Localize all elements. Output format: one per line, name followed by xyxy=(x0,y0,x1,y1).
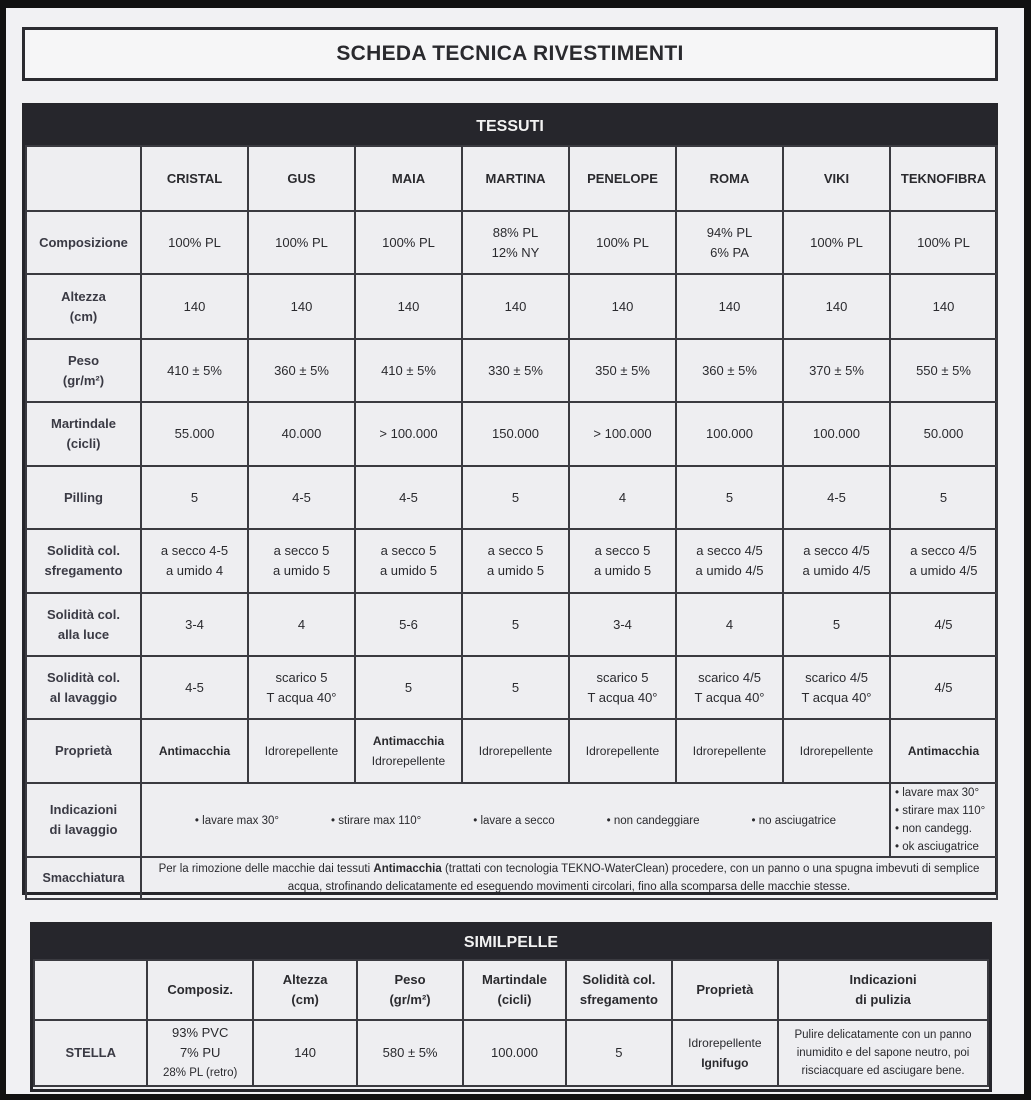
cell-line: di lavaggio xyxy=(49,822,118,837)
table-cell xyxy=(463,1020,566,1086)
table-cell xyxy=(462,274,569,339)
cell-line: T acqua 40° xyxy=(266,689,337,705)
cell-line: Antimacchia xyxy=(907,744,980,758)
cell-line: 100% PL xyxy=(168,234,221,250)
table-cell xyxy=(569,339,676,402)
table-cell xyxy=(141,211,248,274)
table-cell xyxy=(248,719,355,783)
cell-line: inumidito e del sapone neutro, poi xyxy=(796,1047,970,1059)
stain-text-bold: Antimacchia xyxy=(373,863,442,875)
table-row xyxy=(26,466,997,529)
table-cell xyxy=(676,402,783,466)
table-cell xyxy=(355,529,462,593)
cell-line: Composiz. xyxy=(167,982,234,997)
cell-line: a secco 5 xyxy=(487,543,544,558)
row-label xyxy=(26,211,141,274)
cell-line: Indicazioni xyxy=(849,972,917,987)
cell-line: STELLA xyxy=(65,1045,117,1060)
cell-line: 100.000 xyxy=(813,426,860,441)
row-label xyxy=(26,339,141,402)
cell-line: a secco 4/5 xyxy=(696,543,763,558)
tessuti-section xyxy=(22,103,998,895)
cell-line: 410 ± 5% xyxy=(167,362,222,378)
cell-line: 370 ± 5% xyxy=(809,362,864,378)
cell-line: 580 ± 5% xyxy=(382,1045,438,1060)
cell-line: T acqua 40° xyxy=(694,689,765,705)
tessuti-table xyxy=(25,145,998,900)
table-row xyxy=(26,402,997,466)
table-cell xyxy=(890,466,997,529)
washing-instruction: • non candeggiare xyxy=(606,814,700,827)
table-cell xyxy=(462,656,569,719)
table-cell xyxy=(676,719,783,783)
table-row xyxy=(26,719,997,783)
table-cell xyxy=(778,1020,988,1086)
similpelle-section-title: SIMILPELLE xyxy=(33,925,989,959)
cell-line: Idrorepellente xyxy=(585,744,660,758)
cell-line: 4 xyxy=(618,489,627,505)
table-cell xyxy=(569,274,676,339)
table-cell xyxy=(890,211,997,274)
table-cell xyxy=(890,593,997,656)
table-cell xyxy=(248,466,355,529)
table-cell xyxy=(569,593,676,656)
cell-line: Martindale xyxy=(50,416,116,431)
table-cell xyxy=(355,593,462,656)
page-title: SCHEDA TECNICA RIVESTIMENTI xyxy=(22,27,998,81)
table-cell xyxy=(355,719,462,783)
similpelle-section xyxy=(30,922,992,1092)
cell-line: 140 xyxy=(290,298,313,314)
cell-line: Idrorepellente xyxy=(688,1036,762,1050)
cell-line: > 100.000 xyxy=(593,426,652,441)
cell-line: Solidità col. xyxy=(47,606,120,622)
cell-line: Idrorepellente xyxy=(478,744,553,758)
cell-line: scarico 4/5 xyxy=(805,669,868,685)
cell-line: 5 xyxy=(832,616,841,632)
cell-line: Solidità col. xyxy=(582,972,656,987)
cell-line: (gr/m²) xyxy=(62,372,105,388)
cell-line: a umido 4 xyxy=(165,563,224,578)
cell-line: 150.000 xyxy=(492,426,539,441)
column-header xyxy=(147,960,252,1020)
table-cell xyxy=(355,656,462,719)
stain-instructions xyxy=(141,857,997,899)
cell-line: 5 xyxy=(190,489,199,505)
cell-line: 5 xyxy=(511,489,520,505)
cell-line: 5 xyxy=(939,489,948,505)
cell-line: 140 xyxy=(294,1045,316,1060)
cell-line: 5 xyxy=(404,679,413,695)
cell-line: Martindale xyxy=(481,972,547,987)
cell-line: • non candegg. xyxy=(895,823,972,835)
cell-line: 100% PL xyxy=(810,234,863,250)
column-header xyxy=(253,960,357,1020)
cell-line: sfregamento xyxy=(44,563,123,578)
cell-line: 330 ± 5% xyxy=(488,362,543,378)
table-cell xyxy=(890,719,997,783)
table-cell xyxy=(676,593,783,656)
table-cell xyxy=(248,656,355,719)
cell-line: 6% PA xyxy=(710,244,749,260)
row-label xyxy=(26,783,141,857)
cell-line: (gr/m²) xyxy=(389,992,431,1007)
cell-line: a umido 4/5 xyxy=(695,563,764,578)
cell-line: 4 xyxy=(297,616,306,632)
cell-line: 5 xyxy=(725,489,734,505)
cell-line: 350 ± 5% xyxy=(595,362,650,378)
table-cell xyxy=(783,656,890,719)
cell-line: Idrorepellente xyxy=(264,744,339,758)
cell-line: Ignifugo xyxy=(701,1056,749,1070)
table-cell xyxy=(783,402,890,466)
table-cell xyxy=(569,402,676,466)
table-cell xyxy=(783,719,890,783)
table-cell xyxy=(462,529,569,593)
table-cell xyxy=(248,339,355,402)
table-cell xyxy=(569,656,676,719)
cell-line: Idrorepellente xyxy=(799,744,874,758)
cell-line: a secco 5 xyxy=(273,543,330,558)
cell-line: 4-5 xyxy=(399,489,418,505)
cell-line: alla luce xyxy=(57,626,110,642)
cell-line: 5 xyxy=(511,679,520,695)
column-header xyxy=(463,960,566,1020)
cell-line: di pulizia xyxy=(855,992,911,1007)
cell-line: 7% PU xyxy=(179,1045,221,1060)
header-row xyxy=(34,960,988,1020)
table-cell xyxy=(566,1020,671,1086)
cell-line: al lavaggio xyxy=(49,689,118,705)
column-header: ROMA xyxy=(676,146,783,211)
cell-line: a umido 5 xyxy=(593,563,652,578)
column-header xyxy=(357,960,462,1020)
table-cell xyxy=(569,719,676,783)
table-row xyxy=(26,274,997,339)
cell-line: • ok asciugatrice xyxy=(895,841,979,853)
cell-line: 100.000 xyxy=(490,1045,538,1060)
cell-line: Proprietà xyxy=(696,982,754,997)
table-cell xyxy=(676,274,783,339)
cell-line: 5 xyxy=(615,1045,623,1060)
cell-line: 100% PL xyxy=(917,234,970,250)
table-cell xyxy=(783,466,890,529)
table-cell xyxy=(141,593,248,656)
table-cell xyxy=(147,1020,252,1086)
cell-line: Peso xyxy=(67,352,100,368)
stain-row xyxy=(26,857,997,899)
cell-line: T acqua 40° xyxy=(801,689,872,705)
cell-line: a umido 5 xyxy=(272,563,331,578)
cell-line: 410 ± 5% xyxy=(381,362,436,378)
table-cell xyxy=(676,339,783,402)
similpelle-table xyxy=(33,959,989,1087)
cell-line: sfregamento xyxy=(579,992,658,1007)
cell-line: Solidità col. xyxy=(47,543,120,558)
row-label xyxy=(26,402,141,466)
column-header: PENELOPE xyxy=(569,146,676,211)
cell-line: 4-5 xyxy=(185,679,204,695)
cell-line: a secco 4/5 xyxy=(803,543,870,558)
cell-line: 3-4 xyxy=(613,616,632,632)
table-cell xyxy=(569,466,676,529)
table-cell xyxy=(462,466,569,529)
table-cell xyxy=(569,529,676,593)
table-cell xyxy=(248,274,355,339)
table-cell xyxy=(783,593,890,656)
column-header: TEKNOFIBRA xyxy=(890,146,997,211)
table-cell xyxy=(141,719,248,783)
table-cell xyxy=(141,402,248,466)
cell-line: Idrorepellente xyxy=(692,744,767,758)
column-header: MAIA xyxy=(355,146,462,211)
cell-line: 4-5 xyxy=(292,489,311,505)
cell-line: 140 xyxy=(611,298,634,314)
cell-line: > 100.000 xyxy=(379,426,438,441)
cell-line: a umido 5 xyxy=(486,563,545,578)
column-header xyxy=(672,960,778,1020)
row-label xyxy=(26,593,141,656)
table-cell xyxy=(141,529,248,593)
cell-line: 100% PL xyxy=(382,234,435,250)
cell-line: 140 xyxy=(932,298,955,314)
washing-row xyxy=(26,783,997,857)
cell-line: 360 ± 5% xyxy=(274,362,329,378)
cell-line: Composizione xyxy=(39,234,128,250)
washing-instruction: • stirare max 110° xyxy=(330,814,422,827)
table-cell xyxy=(783,211,890,274)
washing-instruction: • lavare a secco xyxy=(473,814,555,827)
cell-line: 100% PL xyxy=(275,234,328,250)
table-row xyxy=(26,593,997,656)
table-cell xyxy=(355,402,462,466)
cell-line: (cicli) xyxy=(66,436,101,451)
table-cell xyxy=(890,274,997,339)
cell-line: scarico 4/5 xyxy=(698,669,761,685)
cell-line: 94% PL xyxy=(706,224,753,240)
table-cell xyxy=(248,402,355,466)
table-cell xyxy=(676,656,783,719)
cell-line: (cicli) xyxy=(497,992,532,1007)
washing-instruction: • lavare max 30° xyxy=(194,814,279,827)
table-cell xyxy=(462,339,569,402)
cell-line: scarico 5 xyxy=(275,669,328,685)
cell-line: 100.000 xyxy=(706,426,753,441)
table-cell xyxy=(248,593,355,656)
table-cell xyxy=(355,339,462,402)
cell-line: a umido 4/5 xyxy=(802,563,871,578)
cell-line: Solidità col. xyxy=(47,669,120,685)
cell-line: a secco 5 xyxy=(594,543,651,558)
column-header: VIKI xyxy=(783,146,890,211)
row-label xyxy=(26,529,141,593)
cell-line: risciacquare ed asciugare bene. xyxy=(801,1065,965,1077)
table-cell xyxy=(357,1020,462,1086)
column-header xyxy=(566,960,671,1020)
cell-line: Pilling xyxy=(64,489,103,505)
cell-line: 550 ± 5% xyxy=(916,362,971,378)
column-header: GUS xyxy=(248,146,355,211)
cell-line: 5 xyxy=(511,616,520,632)
table-cell xyxy=(462,593,569,656)
table-cell xyxy=(253,1020,357,1086)
cell-line: 93% PVC xyxy=(172,1025,229,1040)
cell-line: a umido 5 xyxy=(379,563,438,578)
cell-line: 55.000 xyxy=(174,426,215,441)
table-cell xyxy=(890,529,997,593)
column-header: MARTINA xyxy=(462,146,569,211)
table-cell xyxy=(141,339,248,402)
cell-line: scarico 5 xyxy=(596,669,649,685)
cell-line: (cm) xyxy=(291,992,319,1007)
table-cell xyxy=(141,466,248,529)
cell-line: 4/5 xyxy=(934,616,953,632)
table-row xyxy=(26,529,997,593)
row-label xyxy=(34,1020,147,1086)
column-header xyxy=(778,960,988,1020)
row-label xyxy=(26,466,141,529)
table-cell xyxy=(462,719,569,783)
cell-line: 140 xyxy=(397,298,420,314)
table-row xyxy=(34,1020,988,1086)
cell-line: a umido 4/5 xyxy=(909,563,978,578)
tessuti-section-title: TESSUTI xyxy=(25,106,995,145)
cell-line: 140 xyxy=(825,298,848,314)
cell-line: 5-6 xyxy=(399,616,418,632)
cell-line: 360 ± 5% xyxy=(702,362,757,378)
table-cell xyxy=(248,529,355,593)
row-label: Smacchiatura xyxy=(26,857,141,899)
cell-line: Altezza xyxy=(61,288,106,304)
cell-line: 140 xyxy=(183,298,206,314)
table-cell xyxy=(569,211,676,274)
cell-line: 4/5 xyxy=(934,679,953,695)
table-cell xyxy=(248,211,355,274)
cell-line: 88% PL xyxy=(492,224,539,240)
table-cell xyxy=(890,656,997,719)
cell-line: 28% PL (retro) xyxy=(163,1067,238,1079)
cell-line: Antimacchia xyxy=(372,734,445,748)
cell-line: 4 xyxy=(725,616,734,632)
cell-line: Peso xyxy=(394,972,426,987)
washing-teknofibra xyxy=(890,783,997,857)
cell-line: Pulire delicatamente con un panno xyxy=(794,1029,972,1041)
table-cell xyxy=(462,211,569,274)
table-cell xyxy=(890,402,997,466)
table-row xyxy=(26,211,997,274)
stain-text: (trattati con tecnologia TEKNO-WaterClean) procedere, con un panno o una spugna imbevuti di semplice acqua, strofinando delicatamente ed eseguendo movimenti circolari, fino alla scomparsa delle macchie stesse. xyxy=(287,863,980,893)
header-row xyxy=(26,146,997,211)
table-cell xyxy=(783,339,890,402)
table-cell xyxy=(890,339,997,402)
cell-line: Antimacchia xyxy=(158,744,231,758)
table-row xyxy=(26,339,997,402)
washing-instruction: • no asciugatrice xyxy=(751,814,837,827)
column-header: CRISTAL xyxy=(141,146,248,211)
table-cell xyxy=(783,529,890,593)
cell-line: T acqua 40° xyxy=(587,689,658,705)
row-label xyxy=(26,656,141,719)
table-row xyxy=(26,656,997,719)
cell-line: 140 xyxy=(504,298,527,314)
table-cell xyxy=(676,211,783,274)
cell-line: 4-5 xyxy=(827,489,846,505)
cell-line: 140 xyxy=(718,298,741,314)
cell-line: (cm) xyxy=(69,308,98,324)
table-cell xyxy=(141,656,248,719)
cell-line: Idrorepellente xyxy=(371,754,446,768)
corner-cell xyxy=(34,960,147,1020)
cell-line: Indicazioni xyxy=(49,802,118,817)
cell-line: • lavare max 30° xyxy=(895,787,980,799)
cell-line: Altezza xyxy=(282,972,328,987)
cell-line: 100% PL xyxy=(596,234,649,250)
cell-line: a secco 5 xyxy=(380,543,437,558)
table-cell xyxy=(355,466,462,529)
row-label xyxy=(26,274,141,339)
row-label xyxy=(26,719,141,783)
table-cell xyxy=(672,1020,778,1086)
table-cell xyxy=(676,529,783,593)
cell-line: 12% NY xyxy=(491,244,540,260)
table-cell xyxy=(355,211,462,274)
cell-line: 40.000 xyxy=(281,426,322,441)
cell-line: a secco 4-5 xyxy=(160,543,229,558)
stain-text: Per la rimozione delle macchie dai tessuti xyxy=(158,863,374,875)
cell-line: 50.000 xyxy=(923,426,964,441)
table-cell xyxy=(676,466,783,529)
cell-line: • stirare max 110° xyxy=(895,805,986,817)
washing-common xyxy=(141,783,890,857)
table-cell xyxy=(783,274,890,339)
corner-cell xyxy=(26,146,141,211)
table-cell xyxy=(355,274,462,339)
table-cell xyxy=(462,402,569,466)
table-cell xyxy=(141,274,248,339)
cell-line: a secco 4/5 xyxy=(910,543,977,558)
cell-line: 3-4 xyxy=(185,616,204,632)
cell-line: Proprietà xyxy=(54,743,113,758)
